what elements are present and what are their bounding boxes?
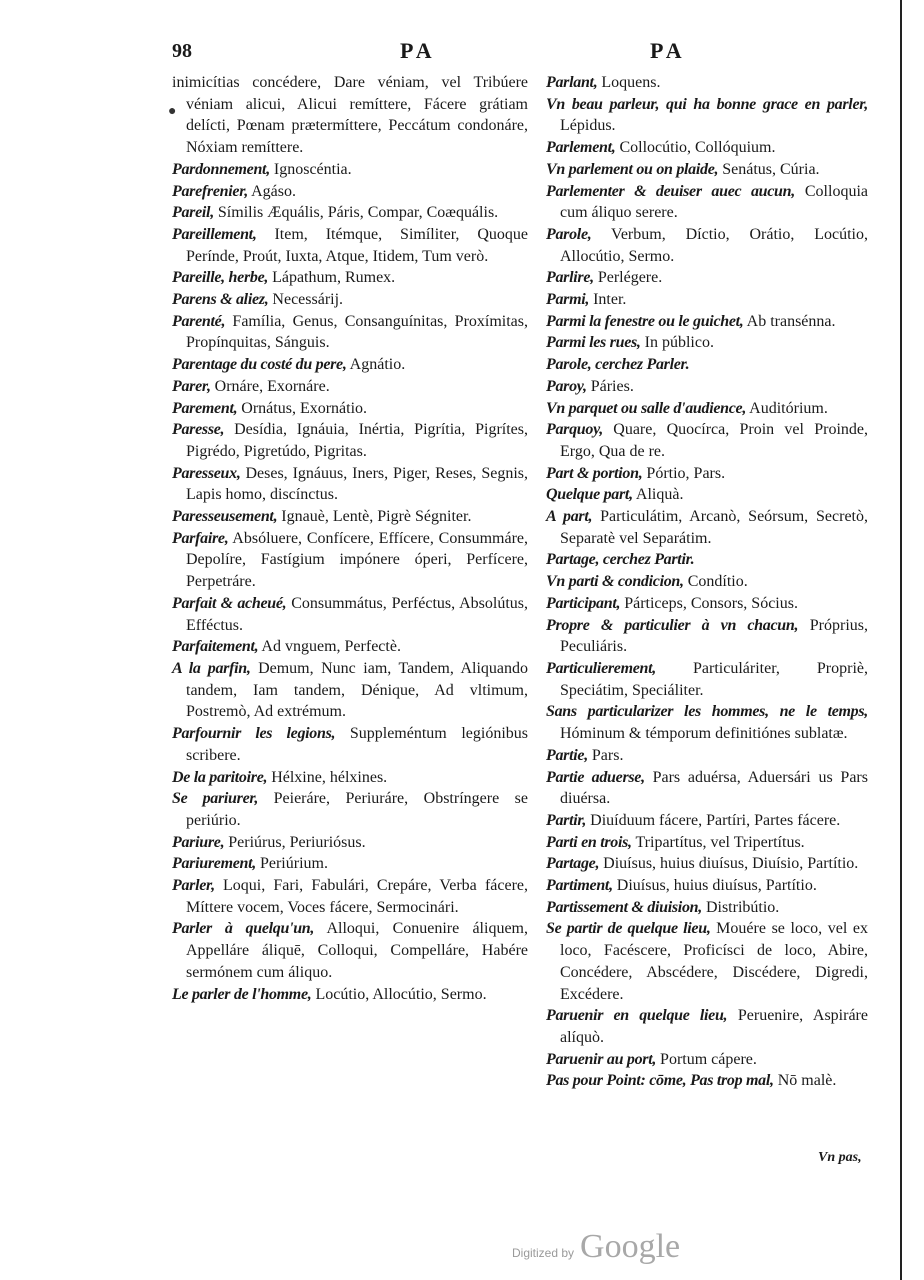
entry-definition: Loqui, Fari, Fabulári, Crepáre, Verba fácere, Míttere vocem, Voces fácere, Sermocinári. xyxy=(186,877,528,916)
entry-definition: Aliquà. xyxy=(632,486,684,504)
entry-headword: Vn beau parleur, qui ha bonne grace en parler, xyxy=(546,95,868,113)
dictionary-entry xyxy=(172,853,528,875)
dictionary-entry xyxy=(172,398,528,420)
entry-definition: Agnátio. xyxy=(346,356,406,374)
dictionary-entry xyxy=(172,658,528,723)
left-column xyxy=(172,72,528,1005)
entry-headword: Parlire, xyxy=(546,269,594,287)
dictionary-entry xyxy=(546,853,868,875)
entry-headword: Parmi, xyxy=(546,291,590,309)
entry-headword: Le parler de l'homme, xyxy=(172,985,312,1003)
entry-headword: Pareil, xyxy=(172,204,214,222)
entry-definition: Condítio. xyxy=(683,573,748,591)
dictionary-entry xyxy=(172,159,528,181)
entry-definition: Páries. xyxy=(586,377,634,395)
dictionary-entry xyxy=(546,1070,868,1092)
entry-definition: Consummátus, Perféctus, Absolútus, Efféctus. xyxy=(186,594,528,634)
entry-headword: Parler à quelqu'un, xyxy=(172,920,315,938)
running-header xyxy=(0,38,924,68)
entry-headword: Partie aduerse, xyxy=(546,768,645,786)
dictionary-entry xyxy=(546,311,868,333)
entry-headword: Parole, cerchez Parler. xyxy=(546,356,690,374)
dictionary-entry xyxy=(546,354,868,376)
entry-definition: Diuísus, huius diuísus, Diuísio, Partítio. xyxy=(599,855,859,873)
entry-definition: Periúrium. xyxy=(255,855,328,873)
entry-headword: Parti en trois, xyxy=(546,833,632,851)
entry-headword: Vn parti & condicion, xyxy=(546,573,684,591)
entry-headword: A part, xyxy=(546,508,593,526)
entry-definition: Pars. xyxy=(587,746,624,764)
entry-headword: Paresse, xyxy=(172,421,225,439)
dictionary-entry xyxy=(546,810,868,832)
dictionary-entry xyxy=(172,354,528,376)
entry-definition: Pórtio, Pars. xyxy=(642,464,726,482)
page-number: 98 xyxy=(172,40,192,62)
dictionary-entry xyxy=(546,615,868,658)
entry-definition: Lépidus. xyxy=(560,117,616,135)
entry-headword: Vn parlement ou on plaide, xyxy=(546,160,719,178)
entry-headword: Pareille, herbe, xyxy=(172,269,269,287)
entry-headword: Paruenir en quelque lieu, xyxy=(546,1007,728,1025)
entry-headword: Se pariurer, xyxy=(172,790,259,808)
dictionary-entry xyxy=(546,767,868,810)
entry-headword: Se partir de quelque lieu, xyxy=(546,920,711,938)
dictionary-entry xyxy=(546,832,868,854)
entry-headword: Paruenir au port, xyxy=(546,1050,657,1068)
entry-headword: Pardonnement, xyxy=(172,160,270,178)
entry-headword: Parfaire, xyxy=(172,529,229,547)
entry-headword: Partage, xyxy=(546,855,600,873)
entry-headword: Paresseusement, xyxy=(172,508,278,526)
left-running-head: PA xyxy=(400,38,436,63)
entry-definition: Símilis Æquális, Páris, Compar, Coæquális. xyxy=(213,204,499,222)
dictionary-entry xyxy=(172,918,528,983)
dictionary-entry xyxy=(546,571,868,593)
google-logo: Google xyxy=(580,1228,681,1265)
entry-definition: Item, Itémque, Simíliter, Quoque Perínde, Proút, Iuxta, Atque, Itidem, Tum verò. xyxy=(186,225,528,265)
dictionary-entry xyxy=(546,137,868,159)
entry-definition: Verbum, Díctio, Orátio, Locútio, Allocútio, Sermo. xyxy=(560,225,868,265)
entry-definition: Hélxine, hélxines. xyxy=(267,768,388,786)
entry-headword: A la parfin, xyxy=(172,659,251,677)
dictionary-entry xyxy=(546,398,868,420)
entry-definition: Quare, Quocírca, Proin vel Proinde, Ergo, Qua de re. xyxy=(560,421,868,460)
dictionary-entry xyxy=(172,984,528,1006)
dictionary-entry xyxy=(172,224,528,267)
dictionary-entry xyxy=(546,159,868,181)
dictionary-entry xyxy=(546,224,868,267)
right-column xyxy=(546,72,868,1092)
entry-headword: De la paritoire, xyxy=(172,768,268,786)
dictionary-entry xyxy=(546,701,868,744)
dictionary-entry xyxy=(172,463,528,506)
entry-definition: Absóluere, Confícere, Effícere, Consummáre, Depolíre, Fastígium impónere óperi, Perfícere, Perpetráre. xyxy=(186,529,528,591)
dictionary-entry xyxy=(546,549,868,571)
dictionary-entry xyxy=(172,202,528,224)
entry-headword: Participant, xyxy=(546,594,621,612)
dictionary-entry xyxy=(172,376,528,398)
entry-definition: Perlégere. xyxy=(593,269,663,287)
entry-headword: Parole, xyxy=(546,225,592,243)
entry-definition: Hóminum & témporum definitiónes sublatæ. xyxy=(560,725,848,743)
entry-definition: Necessárij. xyxy=(268,291,344,309)
dictionary-entry xyxy=(172,767,528,789)
entry-definition: Peieráre, Periuráre, Obstríngere se periúrio. xyxy=(186,790,528,829)
entry-headword: Pariure, xyxy=(172,833,225,851)
dictionary-entry xyxy=(172,723,528,766)
entry-definition: Nō malè. xyxy=(773,1072,837,1090)
entry-headword: Sans particularizer les hommes, ne le temps, xyxy=(546,703,868,721)
entry-definition: Senátus, Cúria. xyxy=(718,160,820,178)
entry-headword: Parenté, xyxy=(172,312,226,330)
dictionary-entry xyxy=(546,94,868,137)
dictionary-entry xyxy=(172,832,528,854)
entry-definition: Peruenire, Aspiráre alíquò. xyxy=(560,1007,868,1046)
entry-headword: Part & portion, xyxy=(546,464,643,482)
entry-definition: Próprius, Peculiáris. xyxy=(560,616,868,656)
dictionary-entry xyxy=(172,181,528,203)
entry-definition: Loquens. xyxy=(597,74,661,91)
entry-definition: Ad vnguem, Perfectè. xyxy=(258,638,401,656)
entry-headword: Parfait & acheué, xyxy=(172,594,287,612)
entry-definition: inimicítias concédere, Dare véniam, vel Tribúere véniam alicui, Alicui remíttere, Fácere grátiam delícti, Pœnam prætermíttere, Peccátum condonáre, Nóxiam remíttere. xyxy=(172,74,528,157)
dictionary-entry xyxy=(546,745,868,767)
dictionary-entry xyxy=(172,419,528,462)
entry-definition: Diuíduum fácere, Partíri, Partes fácere. xyxy=(586,811,841,829)
entry-headword: Parens & aliez, xyxy=(172,291,269,309)
dictionary-entry xyxy=(546,463,868,485)
entry-definition: Deses, Ignáuus, Iners, Piger, Reses, Segnis, Lapis homo, discínctus. xyxy=(186,464,528,504)
dictionary-entry xyxy=(546,289,868,311)
entry-definition: Suppleméntum legiónibus scribere. xyxy=(186,725,528,764)
entry-headword: Parler, xyxy=(172,877,215,895)
entry-definition: In público. xyxy=(640,334,714,352)
dictionary-entry xyxy=(172,593,528,636)
entry-definition: Agáso. xyxy=(247,182,296,200)
entry-headword: Pas pour Point: cōme, Pas trop mal, xyxy=(546,1072,774,1090)
page-edge xyxy=(900,0,902,1280)
dictionary-entry xyxy=(546,506,868,549)
dictionary-entry xyxy=(172,72,528,159)
entry-definition: Inter. xyxy=(589,291,627,309)
entry-definition: Família, Genus, Consanguínitas, Proxímitas, Propínquitas, Sánguis. xyxy=(186,312,528,352)
entry-definition: Particuláriter, Propriè, Speciátim, Speciáliter. xyxy=(560,659,868,699)
dictionary-entry xyxy=(546,1005,868,1048)
entry-headword: Partiment, xyxy=(546,877,613,895)
entry-headword: Parquoy, xyxy=(546,421,604,439)
dictionary-entry xyxy=(172,506,528,528)
entry-headword: Parfournir les legions, xyxy=(172,725,336,743)
catchword: Vn pas, xyxy=(818,1150,862,1165)
entry-definition: Portum cápere. xyxy=(656,1050,757,1068)
entry-definition: Desídia, Ignáuia, Inértia, Pigrítia, Pigrítes, Pigrédo, Pigretúdo, Pigritas. xyxy=(186,421,528,460)
entry-definition: Ab transénna. xyxy=(743,312,836,330)
dictionary-entry xyxy=(546,376,868,398)
entry-definition: Lápathum, Rumex. xyxy=(268,269,396,287)
entry-definition: Tripartítus, vel Tripertítus. xyxy=(631,833,805,851)
entry-headword: Vn parquet ou salle d'audience, xyxy=(546,399,747,417)
entry-definition: Demum, Nunc iam, Tandem, Aliquando tandem, Iam tandem, Dénique, Ad vltimum, Postremò, Ad extrémum. xyxy=(186,659,528,721)
dictionary-entry xyxy=(172,528,528,593)
entry-definition: Auditórium. xyxy=(746,399,828,417)
entry-definition: Ornáre, Exornáre. xyxy=(210,377,330,395)
entry-headword: Partissement & diuision, xyxy=(546,898,702,916)
dictionary-entry xyxy=(172,875,528,918)
entry-headword: Parlant, xyxy=(546,74,598,91)
dictionary-entry xyxy=(172,636,528,658)
dictionary-entry xyxy=(546,875,868,897)
entry-headword: Paroy, xyxy=(546,377,587,395)
entry-headword: Parmi la fenestre ou le guichet, xyxy=(546,312,744,330)
dictionary-entry xyxy=(172,267,528,289)
entry-headword: Partage, cerchez Partir. xyxy=(546,551,695,569)
entry-headword: Partir, xyxy=(546,811,587,829)
dictionary-entry xyxy=(546,1049,868,1071)
dictionary-entry xyxy=(546,332,868,354)
dictionary-entry xyxy=(546,897,868,919)
entry-definition: Colloquia cum áliquo serere. xyxy=(560,182,868,222)
dictionary-entry xyxy=(172,289,528,311)
dictionary-entry xyxy=(546,484,868,506)
entry-definition: Pars aduérsa, Aduersári us Pars diuérsa. xyxy=(560,768,868,808)
entry-definition: Collocútio, Collóquium. xyxy=(615,139,776,157)
entry-headword: Paresseux, xyxy=(172,464,241,482)
entry-definition: Periúrus, Periuriósus. xyxy=(224,833,366,851)
entry-headword: Partie, xyxy=(546,746,588,764)
digitized-by-text: Digitized by xyxy=(512,1246,575,1260)
entry-headword: Pareillement, xyxy=(172,225,257,243)
entry-headword: Parmi les rues, xyxy=(546,334,641,352)
entry-headword: Pariurement, xyxy=(172,855,256,873)
dictionary-entry xyxy=(172,788,528,831)
entry-headword: Parlementer & deuiser auec aucun, xyxy=(546,182,795,200)
dictionary-entry xyxy=(546,658,868,701)
entry-headword: Parlement, xyxy=(546,139,616,157)
dictionary-entry xyxy=(546,72,868,94)
entry-definition: Ornátus, Exornátio. xyxy=(237,399,368,417)
entry-headword: Parefrenier, xyxy=(172,182,248,200)
entry-definition: Diuísus, huius diuísus, Partítio. xyxy=(612,877,817,895)
entry-definition: Párticeps, Consors, Sócius. xyxy=(620,594,798,612)
entry-headword: Quelque part, xyxy=(546,486,633,504)
entry-headword: Parentage du costé du pere, xyxy=(172,356,347,374)
dictionary-entry xyxy=(172,311,528,354)
entry-definition: Locútio, Allocútio, Sermo. xyxy=(311,985,487,1003)
entry-headword: Parfaitement, xyxy=(172,638,259,656)
entry-definition: Alloqui, Conuenire áliquem, Appelláre áliquē, Colloqui, Compelláre, Habére sermónem cum áliquo. xyxy=(186,920,528,981)
entry-definition: Ignauè, Lentè, Pigrè Ségniter. xyxy=(277,508,472,526)
dictionary-entry xyxy=(546,267,868,289)
digitized-by-watermark xyxy=(512,1228,680,1268)
right-running-head: PA xyxy=(650,38,686,63)
dictionary-entry xyxy=(546,181,868,224)
dictionary-entry xyxy=(546,419,868,462)
dictionary-entry xyxy=(546,918,868,1005)
entry-definition: Particulátim, Arcanò, Seórsum, Secretò, Separatè vel Separátim. xyxy=(560,508,868,547)
entry-headword: Parement, xyxy=(172,399,238,417)
entry-definition: Distribútio. xyxy=(701,898,780,916)
entry-headword: Particulierement, xyxy=(546,659,657,677)
dictionary-entry xyxy=(546,593,868,615)
entry-definition: Mouére se loco, vel ex loco, Facéscere, Proficísci de loco, Abire, Concédere, Abscédere, Discédere, Digredi, Excédere. xyxy=(560,920,868,1003)
entry-headword: Parer, xyxy=(172,377,211,395)
margin-bullet: ● xyxy=(168,104,177,119)
entry-headword: Propre & particulier à vn chacun, xyxy=(546,616,799,634)
entry-definition: Ignoscéntia. xyxy=(269,160,352,178)
